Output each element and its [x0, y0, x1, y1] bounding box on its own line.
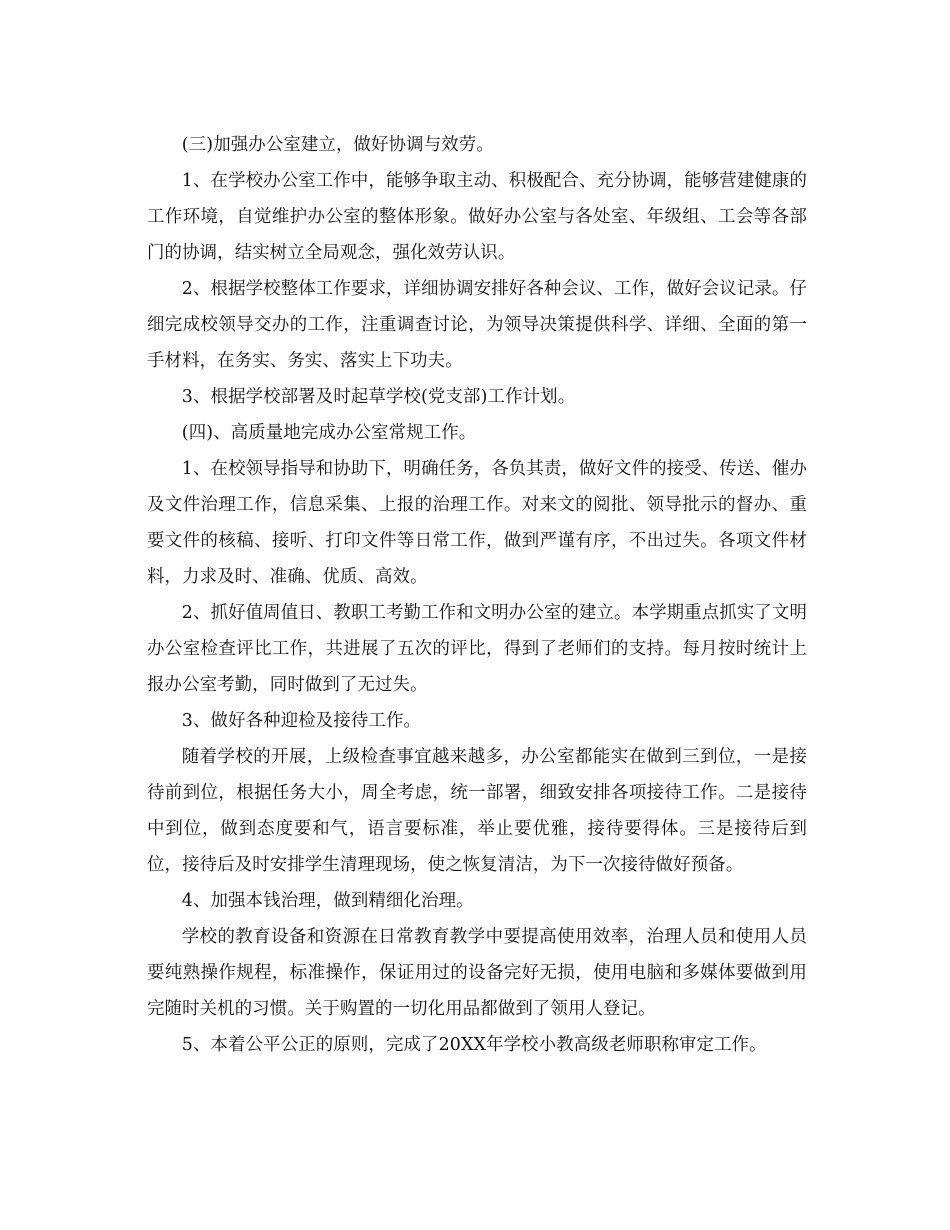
- paragraph: 随着学校的开展，上级检查事宜越来越多，办公室都能实在做到三到位，一是接待前到位，根据任务大小，周全考虑，统一部署，细致安排各项接待工作。二是接待中到位，做到态度要和气，语言要标准，举止要优雅，接待要得体。三是接待后到位，接待后及时安排学生清理现场，使之恢复清洁，为下一次接待做好预备。: [147, 747, 807, 875]
- section-heading-routine-work: (四)、高质量地完成办公室常规工作。: [181, 423, 477, 443]
- paragraph: 学校的教育设备和资源在日常教育教学中要提高使用效率，治理人员和使用人员要纯熟操作规程，标准操作，保证用过的设备完好无损，使用电脑和多媒体要做到用完随时关机的习惯。关于购置的一切化用品都做到了领用人登记。: [147, 927, 807, 1019]
- paragraph: 3、根据学校部署及时起草学校(党支部)工作计划。: [181, 387, 576, 407]
- paragraph: 1、在学校办公室工作中，能够争取主动、积极配合、充分协调，能够营建健康的工作环境，自觉维护办公室的整体形象。做好办公室与各处室、年级组、工会等各部门的协调，结实树立全局观念，强化效劳认识。: [147, 171, 807, 263]
- paragraph: 2、根据学校整体工作要求，详细协调安排好各种会议、工作，做好会议记录。仔细完成校领导交办的工作，注重调查讨论，为领导决策提供科学、详细、全面的第一手材料，在务实、务实、落实上下功夫。: [147, 279, 807, 371]
- paragraph: 4、加强本钱治理，做到精细化治理。: [181, 891, 474, 911]
- paragraph: 3、做好各种迎检及接待工作。: [181, 711, 422, 731]
- section-heading-office-building: (三)加强办公室建立，做好协调与效劳。: [181, 135, 494, 155]
- document-body: [147, 127, 807, 1063]
- paragraph: 1、在校领导指导和协助下，明确任务，各负其责，做好文件的接受、传送、催办及文件治理工作，信息采集、上报的治理工作。对来文的阅批、领导批示的督办、重要文件的核稿、接听、打印文件等日常工作，做到严谨有序，不出过失。各项文件材料，力求及时、准确、优质、高效。: [147, 459, 807, 587]
- paragraph: 5、本着公平公正的原则，完成了20XX年学校小教高级老师职称审定工作。: [181, 1035, 767, 1055]
- paragraph: 2、抓好值周值日、教职工考勤工作和文明办公室的建立。本学期重点抓实了文明办公室检查评比工作，共进展了五次的评比，得到了老师们的支持。每月按时统计上报办公室考勤，同时做到了无过失。: [147, 603, 807, 695]
